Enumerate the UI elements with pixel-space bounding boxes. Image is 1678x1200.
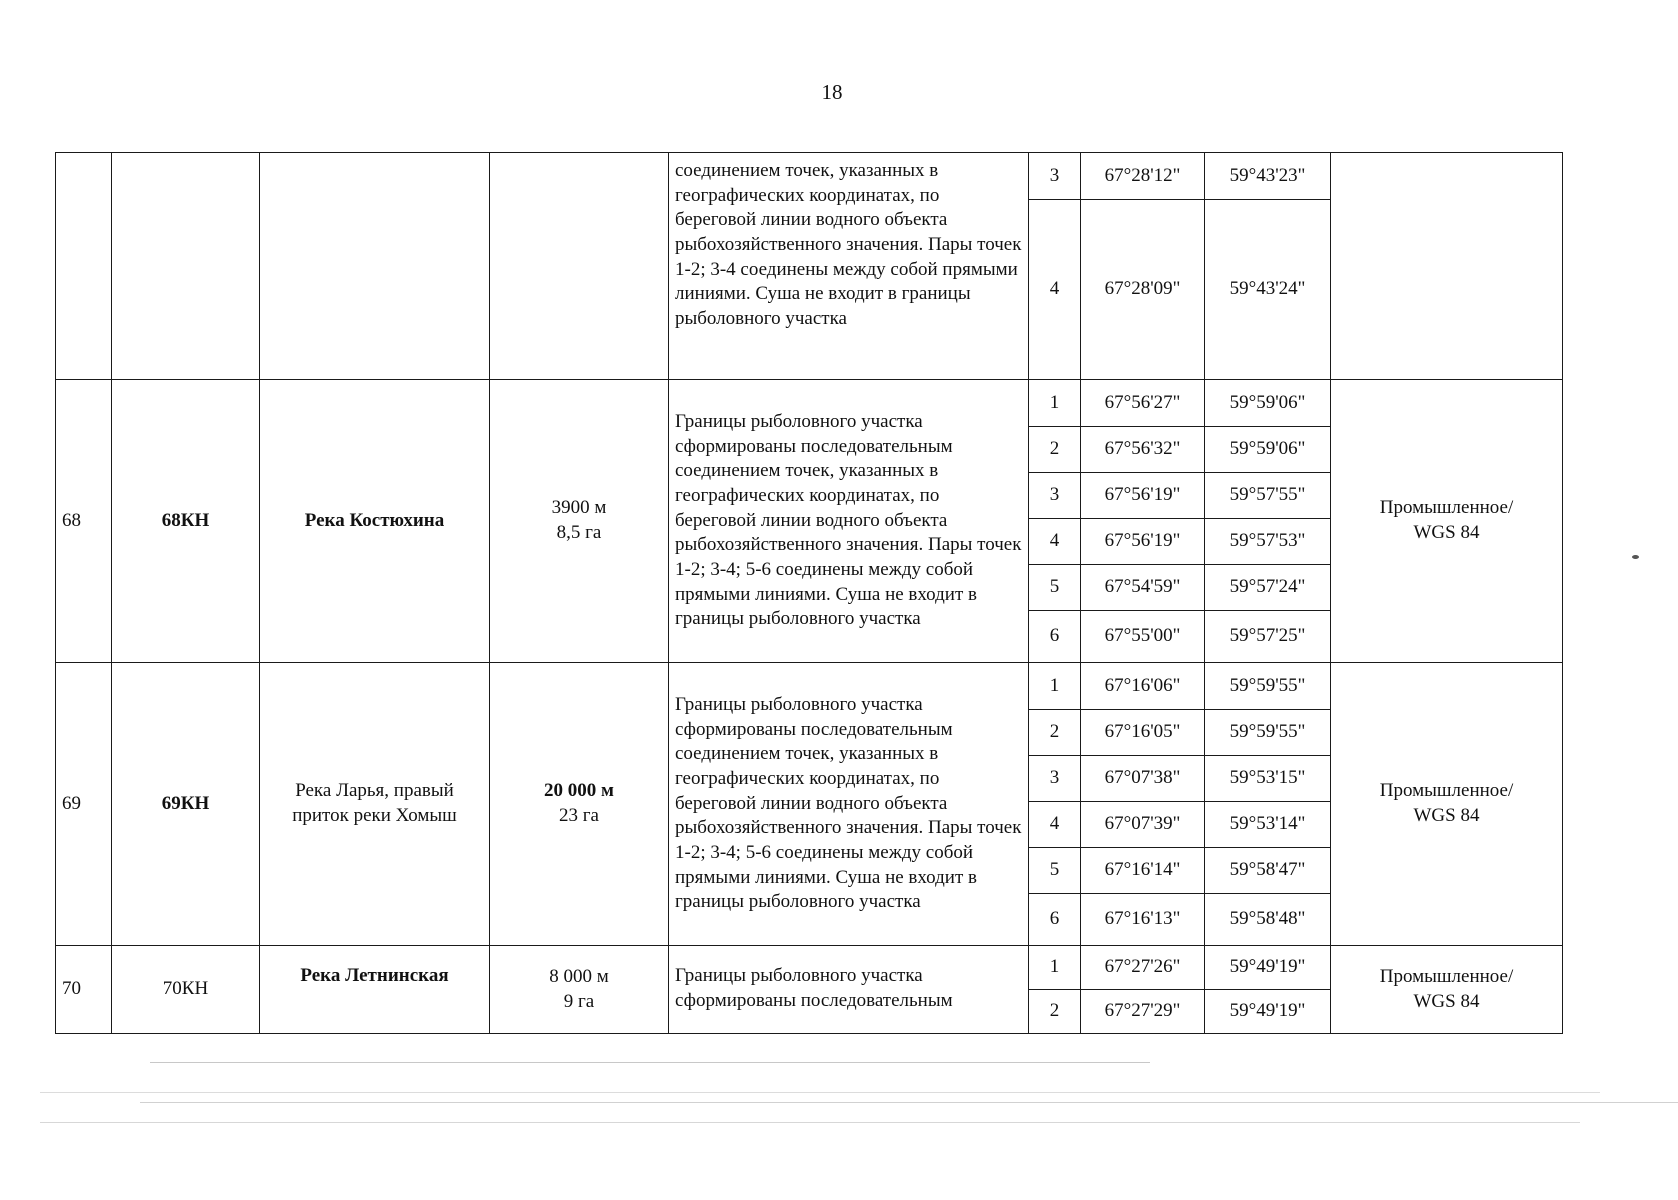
cell-name-empty [260,153,490,380]
cell-point-number: 4 [1029,519,1081,565]
cell-latitude: 67°16'05" [1081,710,1205,756]
cell-longitude: 59°57'55" [1205,473,1331,519]
cell-longitude: 59°59'06" [1205,380,1331,427]
cell-longitude: 59°53'14" [1205,802,1331,848]
cell-row-number: 69 [56,663,112,946]
table-row-70 [56,946,1563,990]
area-value: 23 га [559,805,599,826]
table-row-continued [56,153,1563,200]
cell-row-number: 68 [56,380,112,663]
cell-water-body-name: Река Летнинская [260,946,490,1034]
cell-latitude: 67°07'38" [1081,756,1205,802]
fishing-areas-table [55,152,1563,1034]
cell-longitude: 59°59'55" [1205,710,1331,756]
cell-description: Границы рыболовного участка сформированы последовательным [669,946,1029,1034]
purpose-value: Промышленное/ [1379,497,1514,519]
cell-area-code: 69КН [112,663,260,946]
cell-size-empty [490,153,669,380]
cell-purpose [1331,380,1563,663]
cell-point-number: 2 [1029,710,1081,756]
cell-purpose [1331,946,1563,1034]
cell-longitude: 59°59'06" [1205,427,1331,473]
cell-area-code: 68КН [112,380,260,663]
cell-latitude: 67°27'26" [1081,946,1205,990]
name-line-2: приток реки Хомыш [292,805,457,826]
cell-point-number: 4 [1029,802,1081,848]
cell-water-body-name: Река Костюхина [260,380,490,663]
page-number: 18 [821,80,843,104]
cell-latitude: 67°16'06" [1081,663,1205,710]
cell-point-number: 5 [1029,565,1081,611]
cell-description: соединением точек, указанных в географических координатах, по береговой линии водного объекта рыбохозяйственного значения. Пары точек 1-2; 3-4 соединены между собой прямыми линиями. Суша не входит в границы рыболовного участка [669,153,1029,380]
cell-purpose-empty [1331,153,1563,380]
cell-point-number: 3 [1029,153,1081,200]
cell-point-number: 4 [1029,200,1081,380]
table-row-68 [56,380,1563,427]
cell-point-number: 3 [1029,473,1081,519]
cell-description: Границы рыболовного участка сформированы последовательным соединением точек, указанных в географических координатах, по береговой линии водного объекта рыбохозяйственного значения. Пары точек 1-2; 3-4; 5-6 соединены между собой прямыми линиями. Суша не входит в границы рыболовного участка [669,380,1029,663]
cell-longitude: 59°58'47" [1205,848,1331,894]
cell-point-number: 2 [1029,990,1081,1034]
scan-artifact [40,1092,1600,1093]
purpose-value: Промышленное/ [1379,965,1514,987]
cell-longitude: 59°57'24" [1205,565,1331,611]
cell-latitude: 67°56'32" [1081,427,1205,473]
cell-code-empty [112,153,260,380]
cell-point-number: 1 [1029,380,1081,427]
cell-longitude: 59°43'23" [1205,153,1331,200]
cell-point-number: 3 [1029,756,1081,802]
cell-latitude: 67°28'09" [1081,200,1205,380]
purpose-value: Промышленное/ [1379,780,1514,802]
cell-area-code: 70КН [112,946,260,1034]
cell-longitude: 59°49'19" [1205,990,1331,1034]
length-value: 8 000 м [549,965,609,987]
cell-purpose [1331,663,1563,946]
length-value: 20 000 м [544,780,614,802]
cell-point-number: 5 [1029,848,1081,894]
cell-longitude: 59°59'55" [1205,663,1331,710]
cell-point-number: 1 [1029,663,1081,710]
scan-artifact [150,1062,1150,1063]
cell-longitude: 59°57'25" [1205,611,1331,663]
cell-point-number: 1 [1029,946,1081,990]
cell-description: Границы рыболовного участка сформированы последовательным соединением точек, указанных в географических координатах, по береговой линии водного объекта рыбохозяйственного значения. Пары точек 1-2; 3-4; 5-6 соединены между собой прямыми линиями. Суша не входит в границы рыболовного участка [669,663,1029,946]
scan-speck [1632,555,1639,559]
cell-latitude: 67°27'29" [1081,990,1205,1034]
table-row-69 [56,663,1563,710]
cell-longitude: 59°43'24" [1205,200,1331,380]
cell-latitude: 67°56'19" [1081,519,1205,565]
cell-point-number: 2 [1029,427,1081,473]
datum-value: WGS 84 [1413,805,1480,826]
cell-latitude: 67°56'19" [1081,473,1205,519]
cell-longitude: 59°53'15" [1205,756,1331,802]
scan-artifact [40,1122,1580,1123]
cell-num-empty [56,153,112,380]
length-value: 3900 м [551,497,607,519]
cell-latitude: 67°07'39" [1081,802,1205,848]
datum-value: WGS 84 [1413,990,1480,1012]
cell-row-number: 70 [56,946,112,1034]
cell-size [490,663,669,946]
cell-latitude: 67°54'59" [1081,565,1205,611]
cell-longitude: 59°58'48" [1205,894,1331,946]
cell-point-number: 6 [1029,894,1081,946]
cell-size [490,380,669,663]
cell-water-body-name [260,663,490,946]
cell-latitude: 67°28'12" [1081,153,1205,200]
scan-artifact [140,1102,1678,1103]
cell-latitude: 67°55'00" [1081,611,1205,663]
cell-latitude: 67°56'27" [1081,380,1205,427]
cell-latitude: 67°16'13" [1081,894,1205,946]
cell-latitude: 67°16'14" [1081,848,1205,894]
area-value: 9 га [563,990,595,1012]
cell-longitude: 59°49'19" [1205,946,1331,990]
cell-size [490,946,669,1034]
cell-point-number: 6 [1029,611,1081,663]
area-value: 8,5 га [556,522,602,543]
name-line-1: Река Ларья, правый [295,780,454,802]
cell-longitude: 59°57'53" [1205,519,1331,565]
datum-value: WGS 84 [1413,522,1480,543]
